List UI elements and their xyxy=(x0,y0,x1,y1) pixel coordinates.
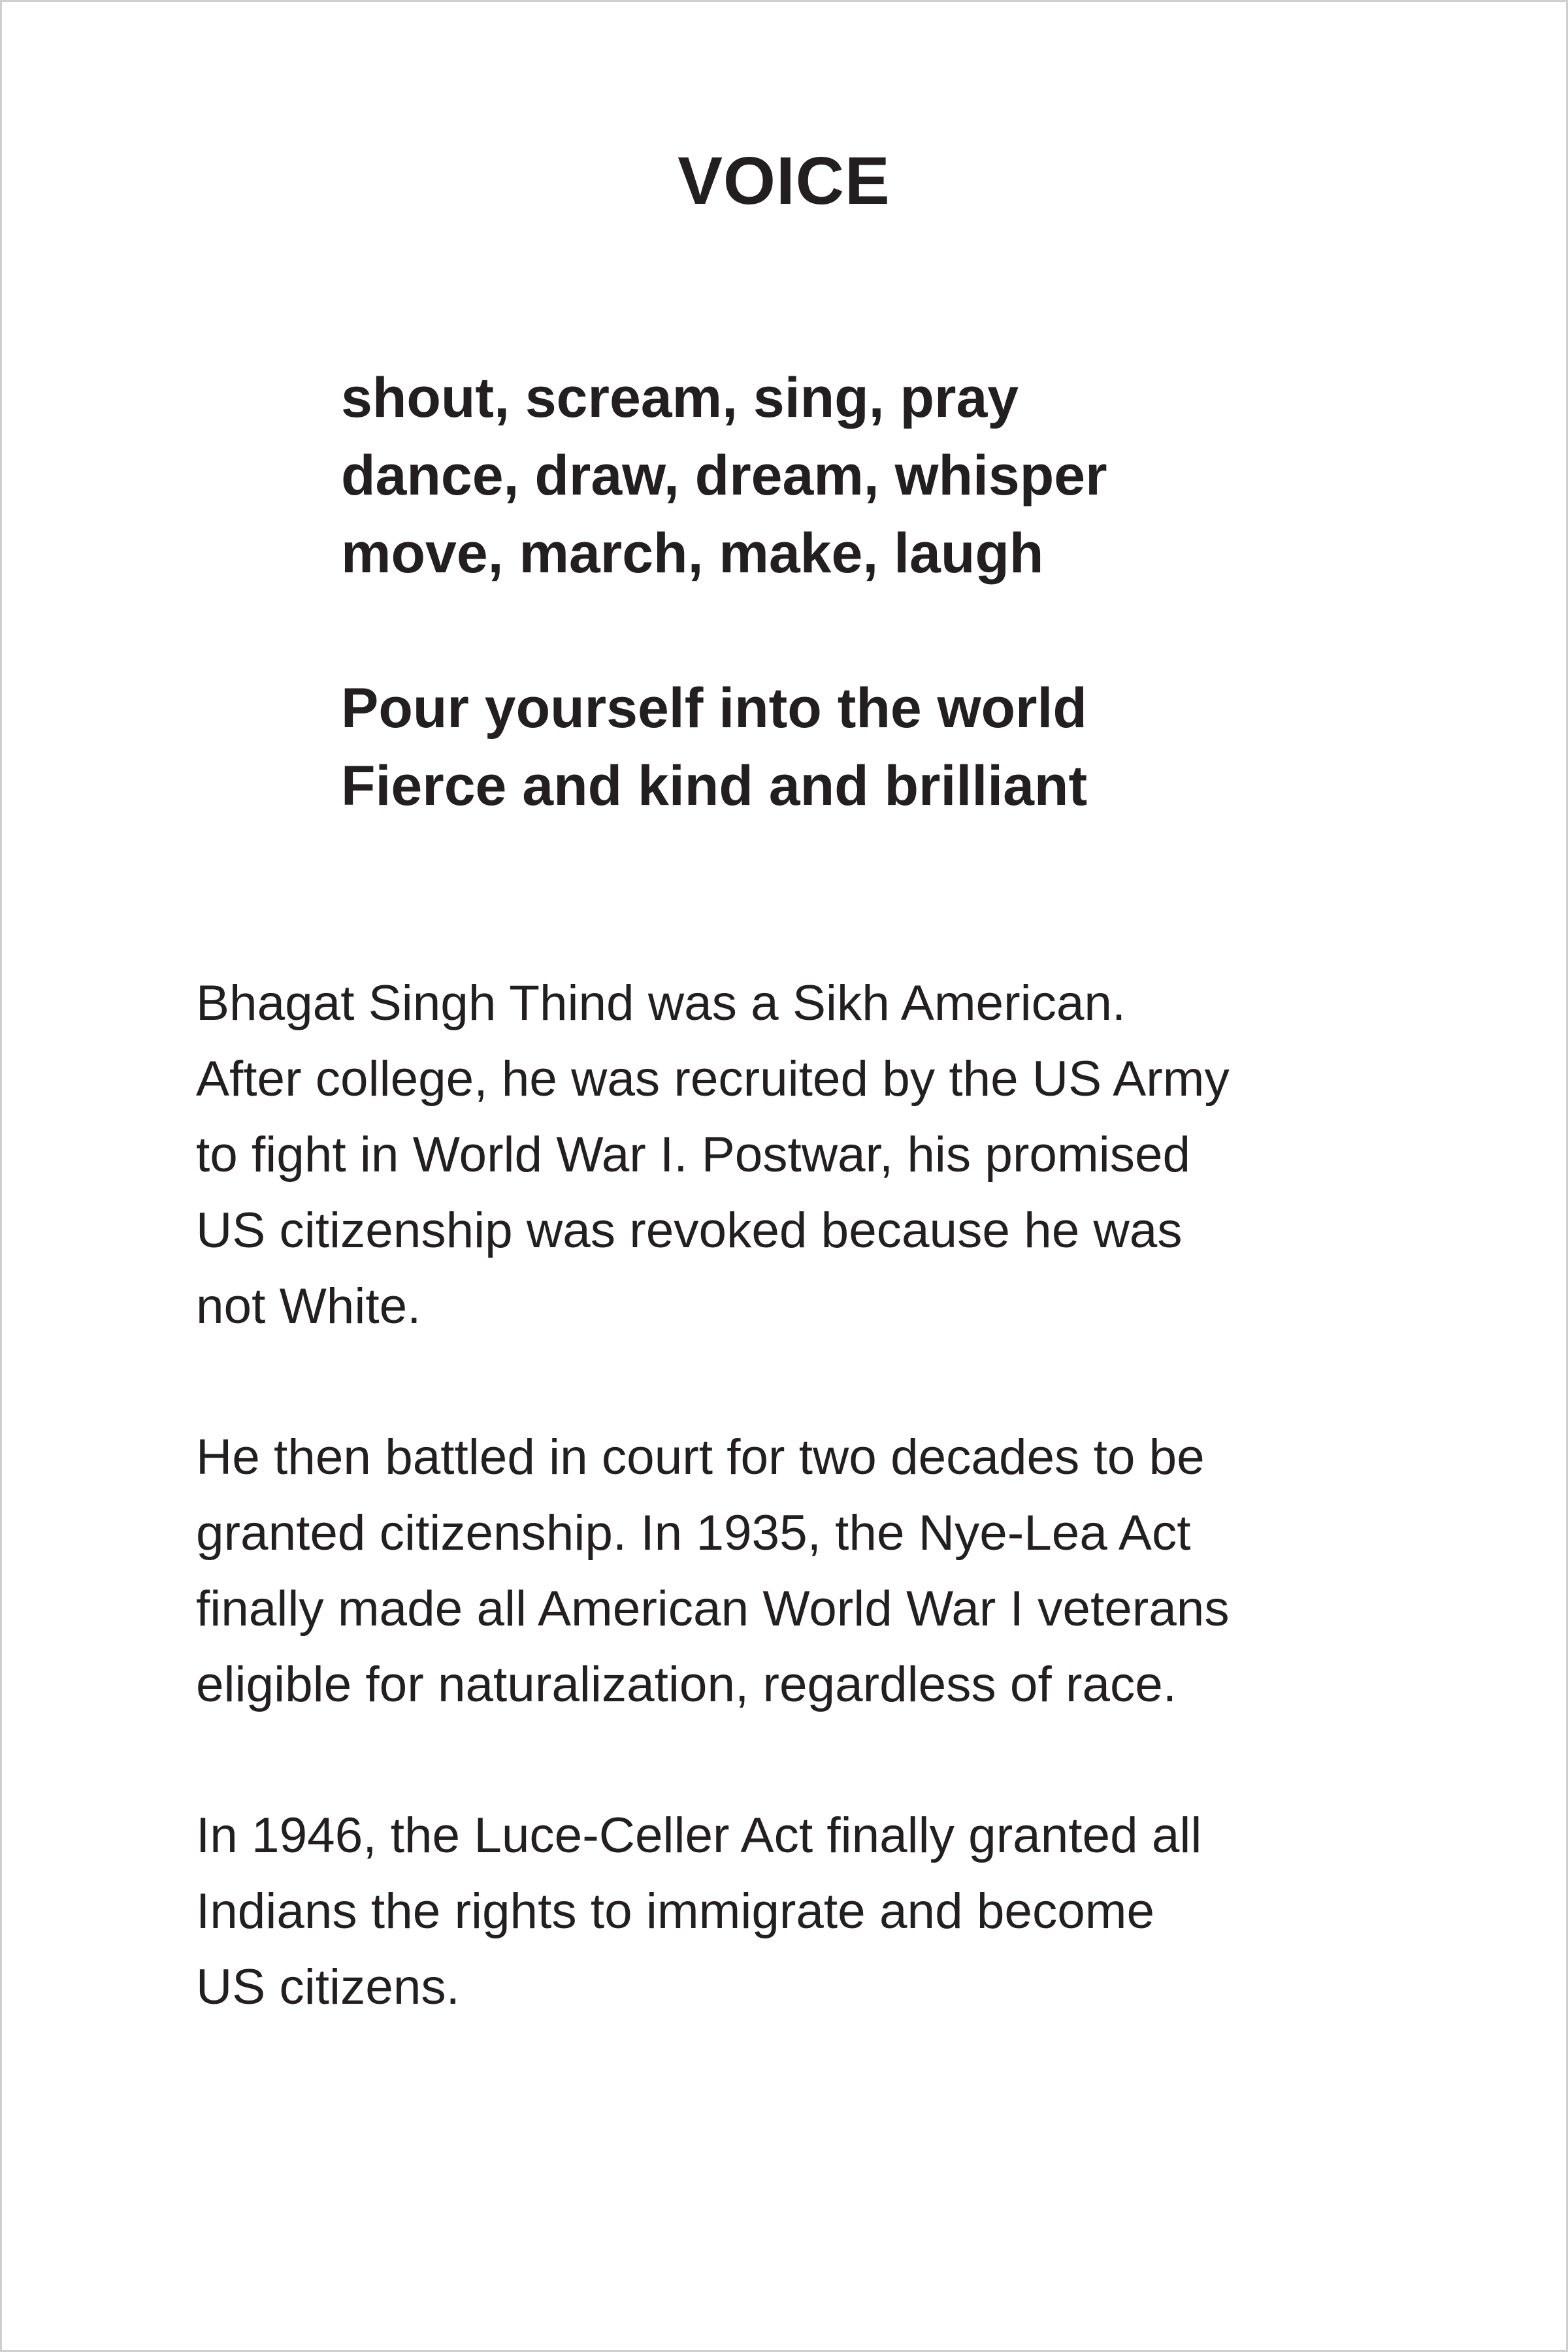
text-line: He then battled in court for two decades to be xyxy=(196,1429,1205,1485)
poem xyxy=(341,359,1484,825)
poem-stanza xyxy=(341,670,1484,825)
text-line: US citizens. xyxy=(196,1959,460,2015)
page-title: VOICE xyxy=(678,143,890,218)
text-line: In 1946, the Luce-Celler Act finally granted all xyxy=(196,1808,1202,1863)
text-line: finally made all American World War I veterans xyxy=(196,1581,1230,1637)
poem-line: Pour yourself into the world xyxy=(341,677,1087,740)
text-line: Indians the rights to immigrate and become xyxy=(196,1884,1155,1939)
biography-paragraph xyxy=(196,1420,1424,1723)
text-line: US citizenship was revoked because he was xyxy=(196,1203,1183,1258)
biography-paragraph xyxy=(196,1798,1424,2025)
poem-stanza xyxy=(341,359,1484,593)
poem-line: Fierce and kind and brilliant xyxy=(341,755,1088,817)
poem-line: move, march, make, laugh xyxy=(341,522,1044,585)
biography-paragraph xyxy=(196,966,1424,1345)
text-line: granted citizenship. In 1935, the Nye-Lea Act xyxy=(196,1505,1191,1561)
text-line: After college, he was recruited by the US Army xyxy=(196,1051,1230,1107)
poem-line: dance, draw, dream, whisper xyxy=(341,444,1107,507)
text-line: to fight in World War I. Postwar, his promised xyxy=(196,1127,1191,1183)
text-line: not White. xyxy=(196,1279,421,1334)
text-line: Bhagat Singh Thind was a Sikh American. xyxy=(196,975,1126,1031)
text-line: eligible for naturalization, regardless of race. xyxy=(196,1657,1177,1712)
biography-text xyxy=(196,966,1424,2025)
poem-line: shout, scream, sing, pray xyxy=(341,367,1019,429)
